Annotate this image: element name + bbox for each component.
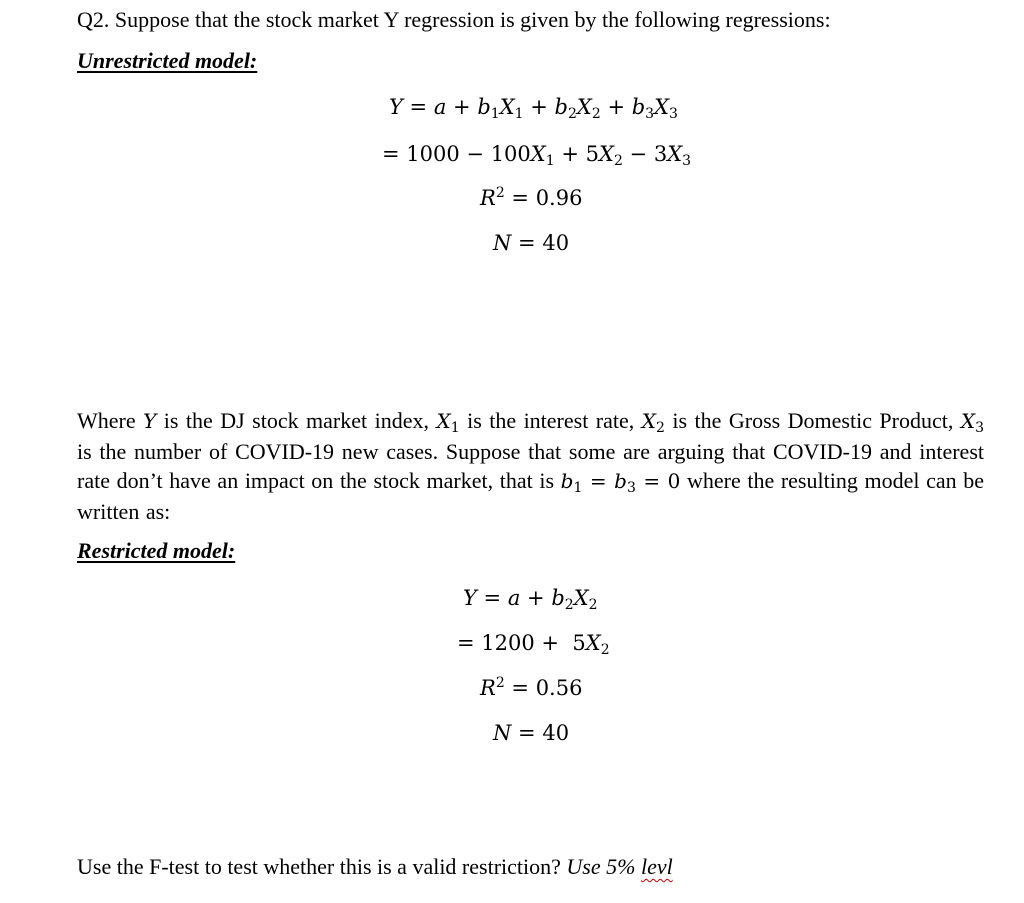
unrestricted-coef-x2: 5 <box>585 142 599 166</box>
question-line <box>77 5 831 34</box>
unrestricted-n-value: 40 <box>542 231 570 255</box>
restricted-sample-size: N = 40 <box>493 721 570 745</box>
unrestricted-r2-value: 0.96 <box>535 186 583 210</box>
x2-description: is the Gross Domestic Product, <box>672 408 954 433</box>
unrestricted-equation-estimated: = $1000 - 100X_1 + 5X_2 - 3X_3$ <box>382 142 692 169</box>
explanation-paragraph: Where Y is the DJ stock market index, $X_1$ is the interest rate, $X_2$ is the Gross Domestic Product, $X_3$ is the number of COVID-19 new cases. Suppose that some are arguing that COVID-19 and interest rate don’t have an impact on the stock market, that is $b_1 = b_3 = 0$ where the resulting model can be written as: <box>77 408 985 524</box>
restricted-constant: 1200 <box>481 631 535 655</box>
where-word: Where <box>77 408 136 433</box>
unrestricted-coef-x1: 100 <box>490 142 531 166</box>
restricted-equation-general: $Y = a + b_2X_2$ <box>463 586 598 613</box>
y-description: is the DJ stock market index, <box>163 408 429 433</box>
task-text: Use the F-test to test whether this is a valid restriction? <box>77 854 561 879</box>
x1-description: is the interest rate, <box>467 408 635 433</box>
restriction-result: where the resulting model can be written as: <box>77 468 985 524</box>
x3-description: is the number of COVID-19 new cases. Suppose that some are arguing that COVID-19 and interest rate don’t have an impact on the stock market, that is <box>77 438 984 493</box>
restricted-equation-estimated: = $1200 + 5X_2$ <box>457 631 610 658</box>
unrestricted-heading: Unrestricted model: <box>77 48 258 73</box>
restricted-r2-value: 0.56 <box>535 676 583 700</box>
unrestricted-constant: 1000 <box>406 142 460 166</box>
unrestricted-sample-size: N = 40 <box>493 231 570 255</box>
restricted-r-squared: $R^2 = 0.56$ <box>480 675 583 700</box>
question-label: Q2. <box>77 7 110 32</box>
task-level-prefix: Use 5% <box>566 854 636 879</box>
task-level-misspelled: levl <box>640 854 673 879</box>
unrestricted-equation-general: $Y = a + b_1X_1 + b_2X_2 + b_3X_3$ <box>389 95 678 122</box>
restricted-heading: Restricted model: <box>77 538 236 563</box>
question-intro: Suppose that the stock market Y regression is given by the following regressions: <box>114 7 831 32</box>
task-line <box>77 852 673 881</box>
restricted-coef-x2: 5 <box>572 631 586 655</box>
restricted-n-value: 40 <box>542 721 570 745</box>
unrestricted-coef-x3: 3 <box>653 142 668 166</box>
unrestricted-r-squared: $R^2 = 0.96$ <box>480 185 583 210</box>
